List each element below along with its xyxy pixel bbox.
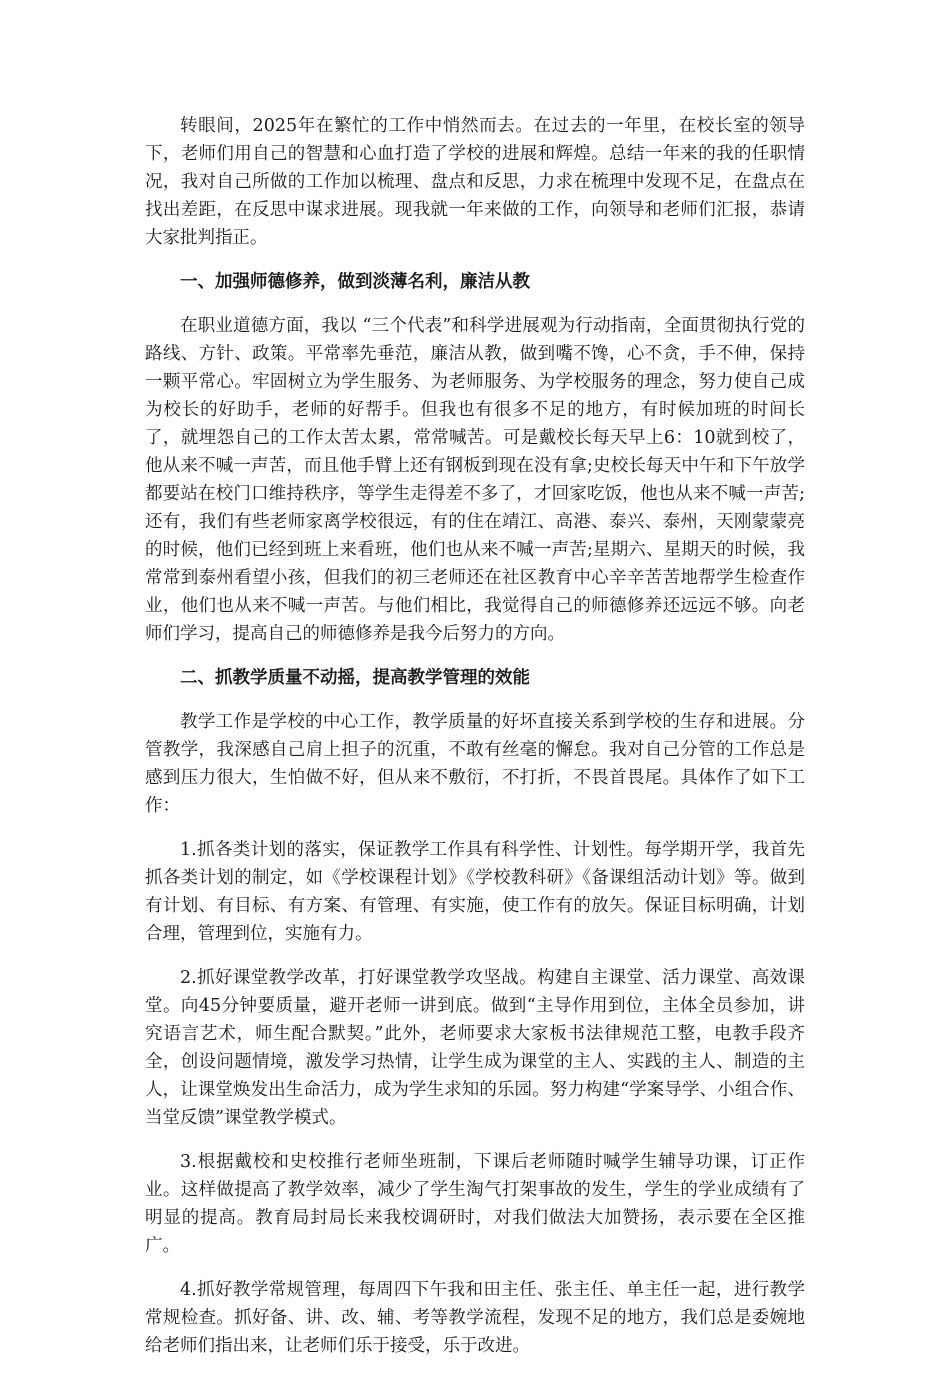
intro-paragraph: 转眼间，2025年在繁忙的工作中悄然而去。在过去的一年里，在校长室的领导下，老师们用自己的智慧和心血打造了学校的进展和辉煌。总结一年来的我的任职情况，我对自己所做的工作加以梳理、盘点和反思，力求在梳理中发现不足，在盘点在找出差距，在反思中谋求进展。现我就一年来做的工作，向领导和老师们汇报，恭请大家批判指正。 [145,116,805,248]
section-1-paragraph: 在职业道德方面，我以 “三个代表”和科学进展观为行动指南，全面贯彻执行党的路线、方针、政策。平常率先垂范，廉洁从教，做到嘴不馋，心不贪，手不伸，保持一颗平常心。牢固树立为学生服务、为老师服务、为学校服务的理念，努力使自己成为校长的好助手，老师的好帮手。但我也有很多不足的地方，有时候加班的时间长了，就埋怨自己的工作太苦太累，常常喊苦。可是戴校长每天早上6：10就到校了，他从来不喊一声苦，而且他手臂上还有钢板到现在没有拿;史校长每天中午和下午放学都要站在校门口维持秩序，等学生走得差不多了，才回家吃饭，他也从来不喊一声苦;还有，我们有些老师家离学校很远，有的住在靖江、高港、泰兴、泰州，天刚蒙蒙亮的时候，他们已经到班上来看班，他们也从来不喊一声苦;星期六、星期天的时候，我常常到泰州看望小孩，但我们的初三老师还在社区教育中心辛辛苦苦地帮学生检查作业，他们也从来不喊一声苦。与他们相比，我觉得自己的师德修养还远远不够。向老师们学习，提高自己的师德修养是我今后努力的方向。 [145,316,805,644]
list-item: 1.抓各类计划的落实，保证教学工作具有科学性、计划性。每学期开学，我首先抓各类计划的制定，如《学校课程计划》《学校教科研》《备课组活动计划》等。做到有计划、有目标、有方案、有管理、有实施，使工作有的放矢。保证目标明确，计划合理，管理到位，实施有力。 [145,840,805,944]
section-2-heading: 二、抓教学质量不动摇，提高教学管理的效能 [180,668,530,688]
section-2-intro: 教学工作是学校的中心工作，教学质量的好坏直接关系到学校的生存和进展。分管教学，我深感自己肩上担子的沉重，不敢有丝毫的懈怠。我对自己分管的工作总是感到压力很大，生怕做不好，但从来不敷衍，不打折，不畏首畏尾。具体作了如下工作： [145,712,805,816]
list-item: 3.根据戴校和史校推行老师坐班制，下课后老师随时喊学生辅导功课，订正作业。这样做提高了教学效率，减少了学生淘气打架事故的发生，学生的学业成绩有了明显的提高。教育局封局长来我校调研时，对我们做法大加赞扬，表示要在全区推广。 [145,1152,805,1256]
document-body [145,112,805,1376]
section-1-heading: 一、加强师德修养，做到淡薄名利，廉洁从教 [180,272,530,292]
list-item: 4.抓好教学常规管理，每周四下午我和田主任、张主任、单主任一起，进行教学常规检查。抓好备、讲、改、辅、考等教学流程，发现不足的地方，我们总是委婉地给老师们指出来，让老师们乐于接受，乐于改进。 [145,1280,805,1356]
list-item: 2.抓好课堂教学改革，打好课堂教学攻坚战。构建自主课堂、活力课堂、高效课堂。向45分钟要质量，避开老师一讲到底。做到“主导作用到位，主体全员参加，讲究语言艺术，师生配合默契。”此外，老师要求大家板书法律规范工整，电教手段齐全，创设问题情境，激发学习热情，让学生成为课堂的主人、实践的主人、制造的主人，让课堂焕发出生命活力，成为学生求知的乐园。努力构建“学案导学、小组合作、当堂反馈”课堂教学模式。 [145,968,805,1128]
